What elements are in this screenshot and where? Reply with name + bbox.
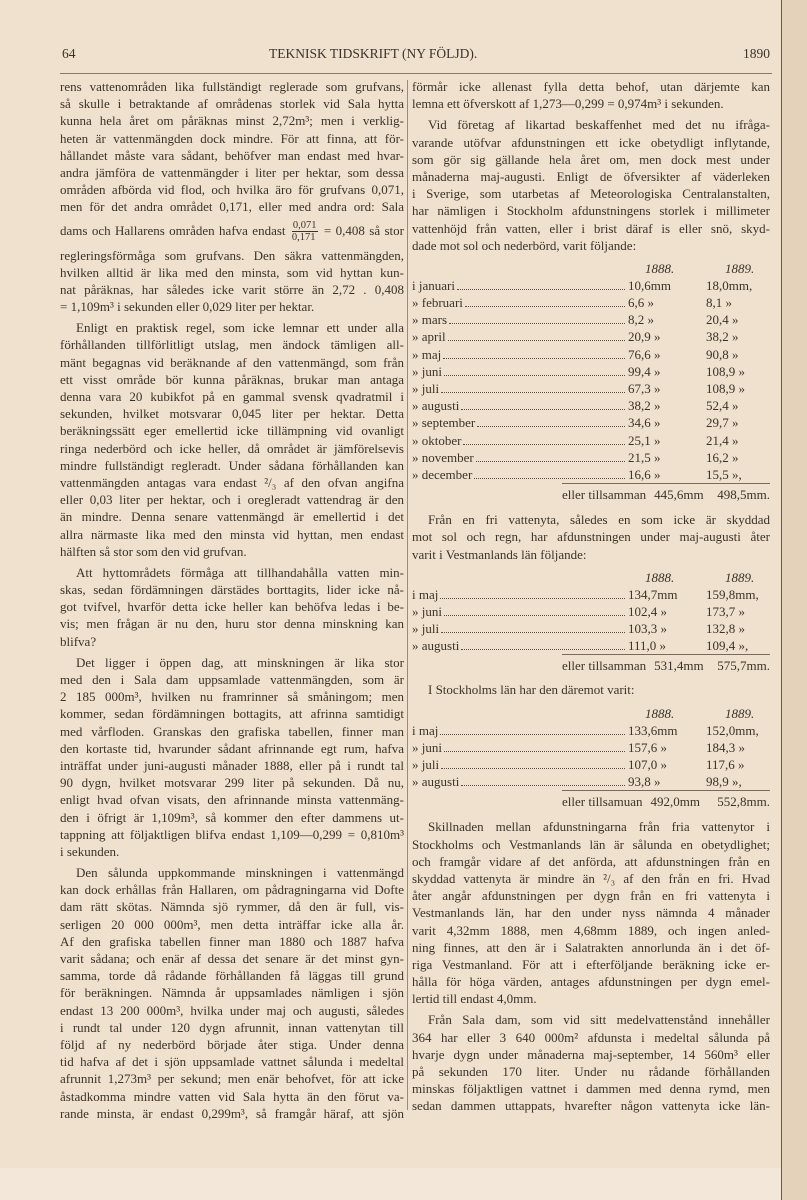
right-column (412, 78, 770, 1119)
text-line: för beräkningen. Nämnda år uppsamlades nämligen i sjön (60, 985, 404, 1001)
month-label: » april (412, 329, 446, 345)
year-1889-header: 1889. (725, 260, 755, 276)
page-bottom-margin (0, 1168, 781, 1200)
value-1889: 184,3 » (706, 739, 745, 755)
text-line: riga Vestmanland. För att i efterföljande beräkning icke er- (412, 956, 770, 972)
total-label: eller tillsamuan (562, 794, 643, 810)
paragraph (60, 78, 404, 315)
text-line: förmår icke allenast fylla detta behof, utan därjemte kan (412, 79, 770, 94)
paragraph (412, 78, 770, 112)
table-row (412, 603, 770, 620)
table-header (412, 260, 770, 277)
text-line: skas, sedan fördämningen därstädes borttagits, lider icke nå- (60, 582, 404, 598)
text-line: med den i Sala dam uppsamlade vattenmängden, som är (60, 672, 404, 687)
value-1888: 107,0 » (628, 757, 667, 772)
month-label: » november (412, 449, 474, 465)
text-line: följd af ny nederbörd började åter stiga. Under denna (60, 1036, 404, 1052)
text-line: ett visst område bör kunna påräknas, brukar man antaga (60, 371, 404, 387)
text-line: hälften så stor som den vid grufvan. (60, 543, 247, 559)
dot-leader (449, 323, 625, 324)
year: 1890 (743, 46, 770, 61)
month-label: » juli (412, 621, 440, 637)
left-column (60, 78, 404, 1126)
text-line: regleringsförmåga som grufvans. Den säkra vattenmängden, (60, 247, 404, 263)
text-line: tappning att följaktligen blifva endast 1,109—0,299 = 0,810m³ (60, 826, 404, 842)
table-row (412, 722, 770, 739)
paragraph (412, 681, 770, 698)
text-line: tid hafva af det i sjön uppsamlade vattnet sålunda i medeltal (60, 1054, 404, 1070)
value-1888: 103,3 » (628, 621, 667, 637)
month-label: » oktober (412, 432, 462, 448)
value-1889: 8,1 » (706, 295, 732, 311)
text-line: 90 dygn, hvilket motsvarar 299 liter på sekunden. Då nu, (60, 775, 404, 791)
evaporation-table-stockholm-sheltered (412, 260, 770, 505)
text-line: sekunden, hvilket motsvarar 0,045 liter per hektar. Detta (60, 406, 404, 422)
dot-leader (444, 751, 625, 752)
value-1889: 52,4 » (706, 398, 739, 414)
month-label: » juli (412, 381, 440, 396)
text-line: 364 har eller 3 640 000m² afdunsta i medeltal sålunda på (412, 1029, 770, 1045)
table-row (412, 586, 770, 603)
text-line: den i öfrigt är 1,109m³, så kommer den efter dammens ut- (60, 809, 404, 825)
text-line: ning finnes, att den är i Salatrakten annorlunda än i det öf- (412, 939, 770, 955)
table-row (412, 346, 770, 363)
paragraph (60, 864, 404, 1122)
text-line: månaderna maj-augusti. Enligt de öfversikter af väderleken (412, 168, 770, 184)
table-header (412, 569, 770, 586)
table-row (412, 328, 770, 345)
dot-leader (441, 768, 625, 769)
dot-leader (476, 461, 625, 462)
table-row (412, 277, 770, 294)
paragraph (60, 564, 404, 650)
text-line: Af den grafiska tabellen finner man 1880 och 1887 hafva (60, 933, 404, 949)
text-line: med vårfloden. Granskas den grafiska tabellen, finner man (60, 723, 404, 739)
text-line: kunna hela året om påräknas minst 2,72m³; men i verklig- (60, 113, 404, 129)
month-label: » augusti (412, 638, 460, 654)
text-line: denna vara 20 kubikfot på en gammal svensk qvadratmil i (60, 389, 404, 404)
table-row (412, 620, 770, 637)
value-1889: 108,9 » (706, 363, 745, 379)
value-1889: 20,4 » (706, 312, 739, 328)
page-edge (781, 0, 807, 1200)
value-1889: 98,9 », (706, 774, 742, 790)
month-label: » februari (412, 295, 463, 311)
year-1888-header: 1888. (645, 705, 675, 721)
table-row (412, 756, 770, 773)
column-divider (407, 80, 408, 1110)
value-1888: 134,7mm (628, 586, 678, 602)
value-1889: 38,2 » (706, 329, 739, 345)
value-1889: 159,8mm, (706, 586, 759, 602)
text-line: i rundt tal under 120 dygn afrunnit, innan vattenytan till (60, 1019, 404, 1035)
dot-leader (444, 375, 625, 376)
table-row (412, 466, 770, 483)
dot-leader (448, 340, 625, 341)
dot-leader (444, 615, 625, 616)
table-header (412, 705, 770, 722)
month-label: » juni (412, 603, 442, 619)
table-row (412, 432, 770, 449)
text-line: 2 185 000m³, hvilken nu framrinner så småningom; men (60, 689, 404, 705)
dot-leader (440, 734, 625, 735)
text-line: vattenhöjd från vatten, eller i brist däraf is eller snö, skyd- (412, 220, 770, 236)
dot-leader (440, 598, 625, 599)
text-line: vattenmängden antagas vara endast ²/₃ af den ofvan angifna (60, 474, 404, 490)
dot-leader (443, 358, 625, 359)
text-line (60, 217, 404, 245)
text-segment: = 0,408 så stor (323, 222, 404, 238)
text-line: åter angår afdunstningen per dygn från en fri vattenyta i (412, 888, 770, 904)
text-line: samma, torde då rådande förhållanden få läggas till grund (60, 968, 404, 984)
text-line: har nämligen i Stockholm afdunstningens storlek i millimeter (412, 203, 770, 219)
month-label: » december (412, 466, 473, 482)
text-line: Det ligger i öppen dag, att minskningen är lika stor (76, 654, 404, 670)
month-label: » september (412, 415, 476, 431)
table-row (412, 773, 770, 790)
text-line: hvilken alltid är lika med den minsta, som vid hyttan kun- (60, 264, 404, 280)
text-line: Från Sala dam, som vid sitt medelvattenstånd innehåller (428, 1012, 770, 1028)
total-1888: 531,4mm (654, 658, 704, 674)
dot-leader (441, 632, 625, 633)
text-line: i sekunden. (60, 843, 120, 859)
text-segment: dams och Hallarens områden hafva endast (60, 222, 286, 238)
text-line: enligt hvad ofvan visats, den afrinnande minsta vattenmäng- (60, 792, 404, 808)
table-total-row (562, 483, 770, 505)
text-line: kan dock erhållas från Hallaren, om pådragningarna vid Dofte (60, 882, 404, 898)
text-line: Den sålunda uppkommande minskningen i vattenmängd (76, 865, 404, 881)
text-line: mot sol och regn, har afdunstningen under maj-augusti åter (412, 529, 770, 545)
table-row (412, 311, 770, 328)
dot-leader (441, 392, 625, 393)
total-label: eller tillsamman (562, 658, 647, 674)
text-line: vis; men frågan är nu den, huru stor denna minskning kan (60, 616, 404, 632)
value-1889: 90,8 » (706, 346, 739, 362)
table-total-row (562, 654, 770, 676)
evaporation-table-vestmanland (412, 569, 770, 677)
month-label: i januari (412, 277, 455, 293)
text-line: sedan dammen uttappats, hvarefter någon vattenyta icke län- (412, 1098, 770, 1114)
total-label: eller tillsamman (562, 487, 647, 503)
table-row (412, 414, 770, 431)
text-line: Vestmanlands län, har den under nyss nämnda 4 månader (412, 905, 770, 921)
value-1889: 16,2 » (706, 449, 739, 465)
text-line: eller 0,03 liter per hektar, och i oregleradt vattendrag är den (60, 492, 404, 508)
text-line: kommer, sedan fördämningen bottagits, att afrinna samtidigt (60, 706, 404, 722)
dot-leader (457, 289, 625, 290)
text-line: I Stockholms län har den däremot varit: (428, 682, 635, 698)
text-line: lertid till endast 4,0mm. (412, 991, 537, 1007)
paragraph (412, 511, 770, 563)
text-line: rande minsta, är endast 0,299m³, så framgår häraf, att sjön (60, 1105, 404, 1121)
text-line: och framgår vidare af det anförda, att afdunstningen från en (412, 853, 770, 869)
text-line: varit i Vestmanlands län följande: (412, 546, 587, 562)
text-line: i Sverige, som utarbetas af Meteorologiska Centralanstalten, (412, 186, 770, 202)
text-line: områden afbörda vid flod, och hvilka äro för grufvans 0,071, (60, 182, 404, 198)
dot-leader (477, 426, 625, 427)
text-line: got tvifvel, hvarför detta icke heller kan behöfva ledas i be- (60, 599, 404, 615)
value-1888: 21,5 » (628, 449, 661, 465)
dot-leader (474, 478, 625, 479)
fraction-numerator: 0,071 (292, 220, 317, 232)
table-row (412, 294, 770, 311)
value-1888: 20,9 » (628, 329, 661, 345)
table-row (412, 739, 770, 756)
dot-leader (461, 409, 625, 410)
paragraph (412, 818, 770, 1007)
value-1888: 10,6mm (628, 277, 671, 293)
month-label: » augusti (412, 774, 460, 790)
text-line: endast 13 200 000m³, hvilka under maj och augusti, således (60, 1002, 404, 1018)
text-line: varit sådana; och enär af dessa det senare är det minst gyn- (60, 951, 404, 966)
value-1889: 18,0mm, (706, 277, 753, 293)
text-line: men för det andra området 0,171, eller med andra ord: Sala (60, 199, 404, 215)
table-row (412, 363, 770, 380)
total-1889: 498,5mm. (717, 487, 770, 503)
table-row (412, 637, 770, 654)
paragraph (60, 319, 404, 560)
value-1888: 99,4 » (628, 363, 661, 379)
value-1888: 67,3 » (628, 381, 661, 396)
month-label: » mars (412, 312, 448, 328)
text-line: mindre fullständigt regleradt. Under sådana förhållanden kan (60, 457, 404, 473)
text-line: Enligt en praktisk regel, som icke lemnar ett under alla (76, 320, 404, 336)
value-1889: 108,9 » (706, 381, 745, 396)
text-line: hålla för höga värden, antages afdunstningen per dygn emel- (412, 974, 770, 990)
value-1889: 15,5 », (706, 466, 742, 482)
evaporation-table-stockholm-open (412, 705, 770, 813)
fraction (292, 220, 318, 243)
text-line: dade mot sol och nederbörd, varit följande: (412, 237, 637, 253)
total-1889: 552,8mm. (717, 794, 770, 810)
fraction-denominator: 0,171 (291, 232, 316, 244)
value-1888: 133,6mm (628, 722, 678, 738)
value-1888: 8,2 » (628, 312, 654, 328)
text-line: Vid företag af likartad beskaffenhet med det nu ifråga- (428, 117, 770, 133)
value-1889: 173,7 » (706, 603, 745, 619)
value-1889: 132,8 » (706, 621, 745, 637)
dot-leader (465, 306, 625, 307)
total-1888: 492,0mm (650, 794, 700, 810)
value-1888: 34,6 » (628, 415, 661, 431)
header-rule (60, 73, 772, 74)
paragraph (60, 654, 404, 860)
text-line: Att hyttområdets förmåga att tillhandahålla vatten min- (76, 564, 404, 580)
month-label: » juli (412, 757, 440, 772)
value-1889: 29,7 » (706, 415, 739, 431)
value-1888: 16,6 » (628, 466, 661, 482)
text-line: Från en fri vattenyta, således en som icke är skyddad (428, 512, 770, 528)
text-line: så skulle i betraktande af områdenas storlek vid Sala hytta (60, 96, 404, 112)
text-line: allra närmaste lika med den minsta vid hyttan, men endast (60, 526, 404, 542)
value-1888: 25,1 » (628, 432, 661, 448)
text-line: än mindre. Denna senare vattenmängd är emellertid i det (60, 509, 404, 525)
dot-leader (461, 649, 625, 650)
text-line: blifva? (60, 633, 97, 649)
month-label: » maj (412, 346, 442, 362)
text-line: nat påräknas, har således icke varit större än 2,72 . 0,408 (60, 281, 404, 297)
text-line: hållandet måste vara sådant, behöfver man endast med hvar- (60, 147, 404, 163)
text-line: som gör sig gällande hela året om, men dock mest under (412, 151, 770, 167)
paragraph (412, 1011, 770, 1114)
text-line: heten är vattenmängden dock mindre. För att finna, att för- (60, 130, 404, 146)
value-1888: 6,6 » (628, 295, 654, 311)
text-line: den kortaste tid, hvarunder sådant afrinnande egt rum, hafva (60, 740, 404, 756)
text-line: åstadkomma mindre vatten vid Sala hytta än den förut va- (60, 1088, 404, 1104)
text-line: inträffat under juni-augusti månader 1888, eller på i rundt tal (60, 757, 404, 773)
value-1889: 117,6 » (706, 757, 745, 772)
text-line: Skillnaden mellan afdunstningarna från fria vattenytor i (428, 819, 770, 835)
text-line: beräkningssätt eger emellertid icke tillämpning vid ovanligt (60, 423, 404, 439)
text-line: andra jämföra de vattenmängder i liter per hektar, som dessa (60, 164, 404, 180)
journal-title: TEKNISK TIDSKRIFT (NY FÖLJD). (269, 46, 478, 61)
text-line: = 1,109m³ i sekunden eller 0,029 liter per hektar. (60, 299, 315, 315)
total-1889: 575,7mm. (717, 658, 770, 674)
value-1888: 76,6 » (628, 346, 661, 362)
month-label: » juni (412, 739, 442, 755)
text-line: skyddad vattenyta är mindre än ²/₃ af den från en fri. Hvad (412, 870, 770, 886)
text-line: Stockholms och Vestmanlands län är sålunda en obetydlighet; (412, 836, 770, 852)
year-1888-header: 1888. (645, 569, 675, 585)
value-1889: 109,4 », (706, 638, 749, 654)
value-1888: 102,4 » (628, 603, 667, 619)
year-1889-header: 1889. (725, 705, 755, 721)
value-1888: 38,2 » (628, 398, 661, 414)
value-1888: 157,6 » (628, 739, 667, 755)
year-1889-header: 1889. (725, 569, 755, 585)
text-line: minskas följaktligen vattnet i dammen med denna rymd, men (412, 1081, 770, 1097)
month-label: » juni (412, 363, 442, 379)
text-line: dam rätt skötas. Nämnda sjö rymmer, då den är full, vis- (60, 899, 404, 915)
month-label: i maj (412, 586, 439, 602)
text-line: varit 4,32mm 1888, men 4,68mm 1889, och ingen anled- (412, 922, 770, 938)
text-line: varande utöfvar afdunstningen ett icke obetydligt inflytande, (412, 134, 770, 150)
text-line: afrunnit 1,273m³ per sekund; men enär behofvet, för att icke (60, 1071, 404, 1087)
text-line: ringa nederbörd och icke heller, då området är jämförelsevis (60, 440, 404, 456)
text-line: serligen 20 000 000m³, men detta inträffar icke alla år. (60, 916, 404, 932)
month-label: i maj (412, 722, 439, 738)
table-total-row (562, 790, 770, 812)
year-1888-header: 1888. (645, 260, 675, 276)
text-line: lemna ett öfverskott af 1,273—0,299 = 0,974m³ i sekunden. (412, 96, 724, 112)
value-1889: 21,4 » (706, 432, 739, 448)
running-header (62, 46, 770, 66)
dot-leader (463, 444, 625, 445)
dot-leader (461, 785, 625, 786)
value-1889: 152,0mm, (706, 722, 759, 738)
text-line: rens vattenområden lika fullständigt reglerade som grufvans, (60, 79, 404, 94)
paragraph (412, 116, 770, 254)
table-row (412, 449, 770, 466)
month-label: » augusti (412, 398, 460, 414)
total-1888: 445,6mm (654, 487, 704, 503)
text-line: mänt begagnas vid beräknande af den vattenmängd, som från (60, 354, 404, 370)
table-row (412, 380, 770, 397)
text-line: på sekunden 170 liter. Under nu rådande förhållanden (412, 1064, 770, 1079)
text-line: hvarje dygn under månaderna maj-september, 14 560m³ eller (412, 1046, 770, 1062)
value-1888: 111,0 » (628, 638, 667, 654)
text-line: förhållanden tillförlitligt utslag, men ändock tämligen all- (60, 337, 404, 353)
table-row (412, 397, 770, 414)
page-number: 64 (62, 46, 76, 61)
value-1888: 93,8 » (628, 774, 661, 790)
